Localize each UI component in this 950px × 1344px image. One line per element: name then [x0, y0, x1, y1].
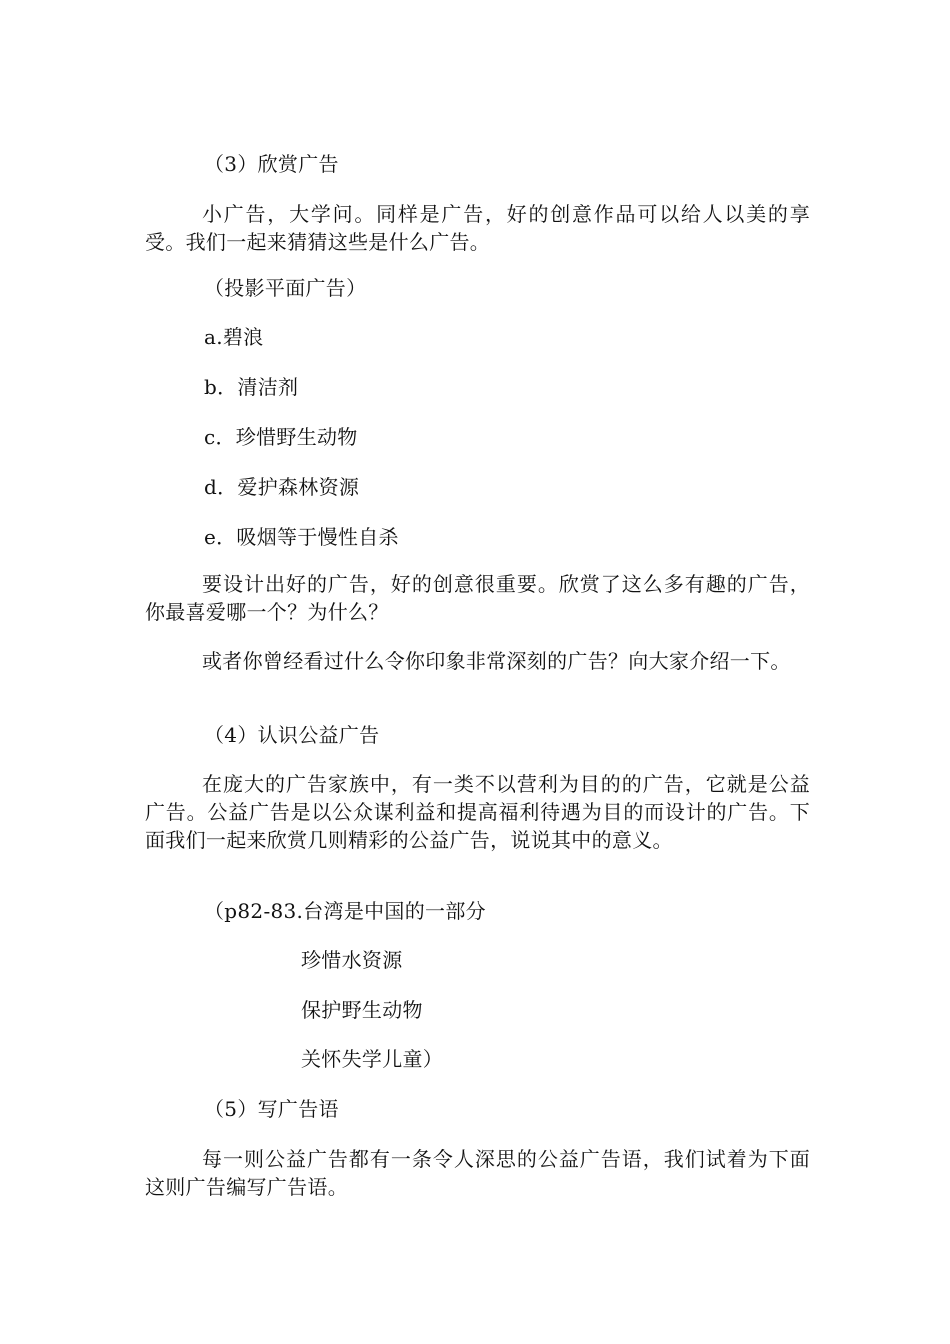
question-favorite-ad: 要设计出好的广告，好的创意很重要。欣赏了这么多有趣的广告，你最喜爱哪一个？为什么？ [145, 572, 810, 624]
projection-note: （投影平面广告） [204, 276, 367, 300]
public-ad-item-3: 保护野生动物 [301, 998, 423, 1022]
ad-item-b: b．清洁剂 [204, 375, 299, 399]
ad-item-a: a.碧浪 [204, 325, 264, 349]
section-3-intro-paragraph: 小广告，大学问。同样是广告，好的创意作品可以给人以美的享受。我们一起来猜猜这些是什么广告。 [145, 202, 810, 254]
public-ad-item-2: 珍惜水资源 [301, 948, 403, 972]
question-memorable-ad: 或者你曾经看过什么令你印象非常深刻的广告？向大家介绍一下。 [202, 649, 791, 673]
ad-item-d: d．爱护森林资源 [204, 475, 360, 499]
public-ad-item-1: （p82-83.台湾是中国的一部分 [204, 899, 486, 923]
section-5-intro-paragraph: 每一则公益广告都有一条令人深思的公益广告语，我们试着为下面这则广告编写广告语。 [145, 1147, 810, 1199]
ad-item-e: e．吸烟等于慢性自杀 [204, 525, 399, 549]
public-ad-item-4: 关怀失学儿童） [301, 1047, 444, 1071]
section-3-heading: （3）欣赏广告 [204, 152, 339, 176]
ad-item-c: c．珍惜野生动物 [204, 425, 358, 449]
section-4-intro-paragraph: 在庞大的广告家族中，有一类不以营利为目的的广告，它就是公益广告。公益广告是以公众谋利益和提高福利待遇为目的而设计的广告。下面我们一起来欣赏几则精彩的公益广告，说说其中的意义。 [145, 772, 810, 852]
section-4-heading: （4）认识公益广告 [204, 723, 380, 747]
section-5-heading: （5）写广告语 [204, 1097, 339, 1121]
